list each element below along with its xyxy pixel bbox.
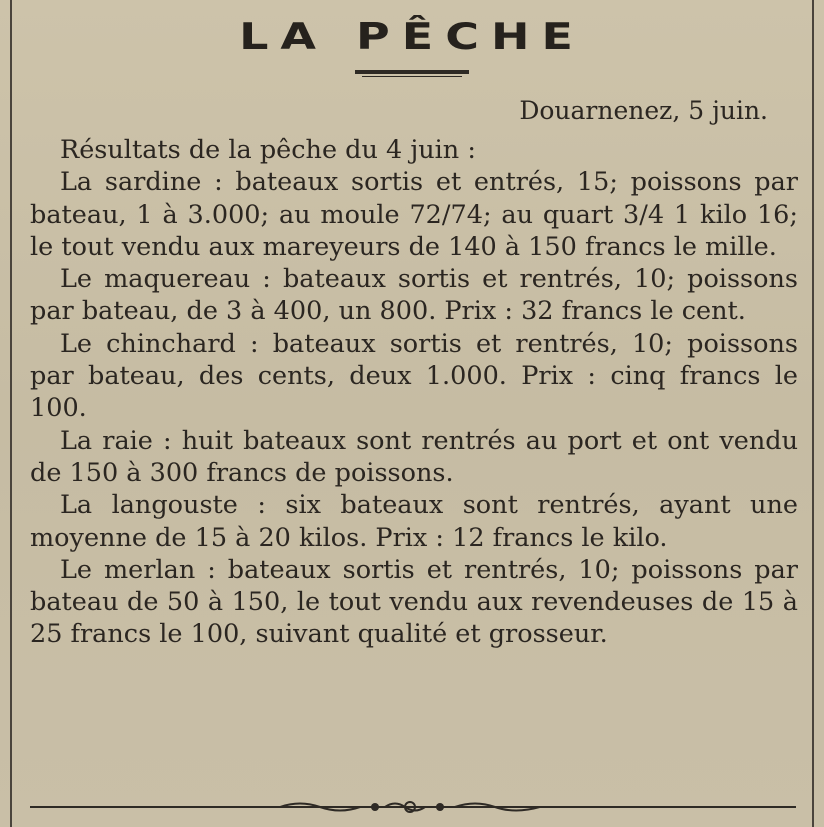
- article-title: LA PÊCHE: [239, 14, 585, 58]
- paragraph-maquereau: Le maquereau : bateaux sortis et rentrés, 10; poissons par bateau, de 3 à 400, un 800. Prix : 32 francs le cent.: [30, 264, 798, 327]
- paragraph-langouste: La langouste : six bateaux sont rentrés, ayant une moyenne de 15 à 20 kilos. Prix : 12 francs le kilo.: [30, 490, 798, 553]
- title-underline: [355, 70, 469, 74]
- paragraph-merlan: Le merlan : bateaux sortis et rentrés, 10; poissons par bateau de 50 à 150, le tout vendu aux revendeuses de 15 à 25 francs le 100, suivant qualité et grosseur.: [30, 554, 798, 650]
- intro-line: Résultats de la pêche du 4 juin :: [60, 135, 476, 165]
- article-body: [30, 134, 798, 651]
- paragraph-sardine: La sardine : bateaux sortis et entrés, 15; poissons par bateau, 1 à 3.000; au moule 72/74; au quart 3/4 1 kilo 16; le tout vendu aux mareyeurs de 140 à 150 francs le mille.: [30, 167, 798, 262]
- right-column-rule: [812, 0, 814, 827]
- title-underline-thin: [362, 76, 462, 77]
- paragraph-raie: La raie : huit bateaux sont rentrés au port et ont vendu de 150 à 300 francs de poissons.: [30, 425, 798, 488]
- dateline: Douarnenez, 5 juin.: [519, 96, 768, 125]
- paragraph-chinchard: Le chinchard : bateaux sortis et rentrés, 10; poissons par bateau, des cents, deux 1.000. Prix : cinq francs le 100.: [30, 328, 798, 424]
- footer-ornament: [280, 798, 540, 816]
